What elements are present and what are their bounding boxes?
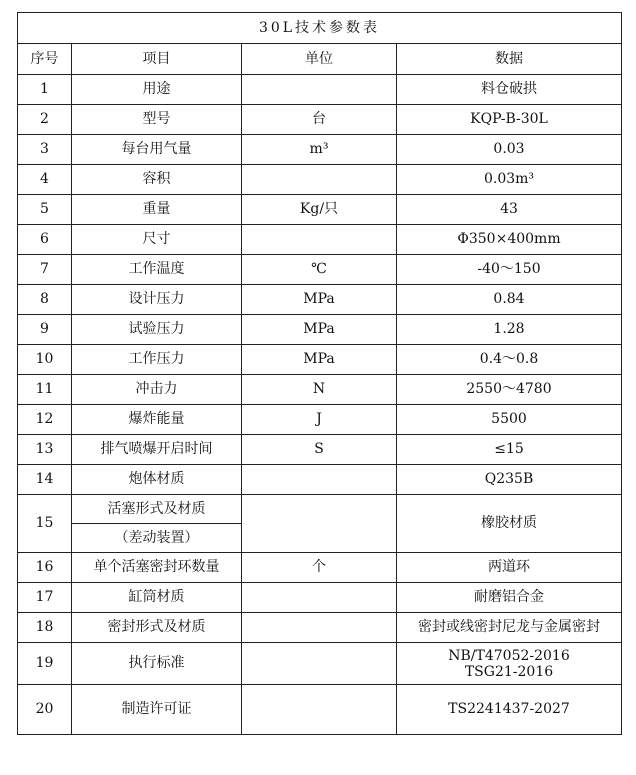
row-unit xyxy=(242,613,397,643)
row-no: 8 xyxy=(18,285,72,315)
row-unit xyxy=(242,165,397,195)
row-no: 19 xyxy=(18,643,72,685)
row-item: 型号 xyxy=(72,105,242,135)
row-unit xyxy=(242,643,397,685)
header-no: 序号 xyxy=(18,44,72,75)
row-value: 密封或线密封尼龙与金属密封 xyxy=(397,613,622,643)
row-item: 试验压力 xyxy=(72,315,242,345)
spec-sheet xyxy=(17,12,621,735)
row-value: 两道环 xyxy=(397,553,622,583)
row-unit xyxy=(242,583,397,613)
row-unit: 台 xyxy=(242,105,397,135)
row-unit: ℃ xyxy=(242,255,397,285)
table-row xyxy=(18,345,622,375)
row-item: 每台用气量 xyxy=(72,135,242,165)
row-value: 2550～4780 xyxy=(397,375,622,405)
row-no: 2 xyxy=(18,105,72,135)
row-item-sub: （差动装置） xyxy=(72,524,242,553)
row-value: 橡胶材质 xyxy=(397,495,622,553)
row-item: 排气喷爆开启时间 xyxy=(72,435,242,465)
row-unit: Kg/只 xyxy=(242,195,397,225)
row-unit: MPa xyxy=(242,285,397,315)
row-item: 爆炸能量 xyxy=(72,405,242,435)
row-value xyxy=(397,643,622,685)
row-item: 制造许可证 xyxy=(72,685,242,735)
row-no: 16 xyxy=(18,553,72,583)
row-unit xyxy=(242,75,397,105)
table-row xyxy=(18,165,622,195)
row-no: 9 xyxy=(18,315,72,345)
table-title: 30L技术参数表 xyxy=(18,13,622,44)
table-row xyxy=(18,613,622,643)
row-item: 冲击力 xyxy=(72,375,242,405)
row-unit: J xyxy=(242,405,397,435)
row-no: 13 xyxy=(18,435,72,465)
row-value: -40～150 xyxy=(397,255,622,285)
row-no: 14 xyxy=(18,465,72,495)
row-item: 炮体材质 xyxy=(72,465,242,495)
header-row xyxy=(18,44,622,75)
row-item: 单个活塞密封环数量 xyxy=(72,553,242,583)
row-no: 17 xyxy=(18,583,72,613)
row-item: 工作温度 xyxy=(72,255,242,285)
row-unit: m³ xyxy=(242,135,397,165)
header-value: 数据 xyxy=(397,44,622,75)
row-no: 15 xyxy=(18,495,72,553)
table-row xyxy=(18,195,622,225)
row-value: 耐磨铝合金 xyxy=(397,583,622,613)
table-row xyxy=(18,685,622,735)
title-row xyxy=(18,13,622,44)
table-row xyxy=(18,583,622,613)
row-value: ≤15 xyxy=(397,435,622,465)
row-item: 设计压力 xyxy=(72,285,242,315)
row-value: Q235B xyxy=(397,465,622,495)
table-row xyxy=(18,495,622,524)
row-value: 0.03m³ xyxy=(397,165,622,195)
standard-line-2: TSG21-2016 xyxy=(464,663,554,680)
row-value: Φ350×400mm xyxy=(397,225,622,255)
table-row xyxy=(18,643,622,685)
row-item: 执行标准 xyxy=(72,643,242,685)
row-unit: MPa xyxy=(242,315,397,345)
row-value: 料仓破拱 xyxy=(397,75,622,105)
row-value: 5500 xyxy=(397,405,622,435)
header-unit: 单位 xyxy=(242,44,397,75)
row-item: 工作压力 xyxy=(72,345,242,375)
row-unit: 个 xyxy=(242,553,397,583)
row-value: KQP-B-30L xyxy=(397,105,622,135)
row-item: 重量 xyxy=(72,195,242,225)
row-item: 尺寸 xyxy=(72,225,242,255)
table-row xyxy=(18,135,622,165)
row-item: 活塞形式及材质 xyxy=(72,495,242,524)
row-unit: MPa xyxy=(242,345,397,375)
row-no: 6 xyxy=(18,225,72,255)
table-row xyxy=(18,435,622,465)
row-unit xyxy=(242,495,397,553)
row-value: 0.03 xyxy=(397,135,622,165)
table-row xyxy=(18,375,622,405)
header-item: 项目 xyxy=(72,44,242,75)
row-no: 3 xyxy=(18,135,72,165)
table-row xyxy=(18,553,622,583)
table-row xyxy=(18,315,622,345)
row-no: 20 xyxy=(18,685,72,735)
standard-line-1: NB/T47052-2016 xyxy=(448,647,570,664)
row-unit xyxy=(242,465,397,495)
row-no: 1 xyxy=(18,75,72,105)
row-no: 7 xyxy=(18,255,72,285)
spec-table xyxy=(17,12,622,735)
row-value: 1.28 xyxy=(397,315,622,345)
row-item: 密封形式及材质 xyxy=(72,613,242,643)
row-no: 5 xyxy=(18,195,72,225)
table-row xyxy=(18,225,622,255)
row-value: 0.84 xyxy=(397,285,622,315)
row-item: 用途 xyxy=(72,75,242,105)
table-row xyxy=(18,105,622,135)
table-row xyxy=(18,465,622,495)
row-value: 43 xyxy=(397,195,622,225)
row-unit xyxy=(242,685,397,735)
row-unit xyxy=(242,225,397,255)
row-unit: S xyxy=(242,435,397,465)
row-value: 0.4～0.8 xyxy=(397,345,622,375)
row-item: 容积 xyxy=(72,165,242,195)
row-item: 缸筒材质 xyxy=(72,583,242,613)
row-no: 11 xyxy=(18,375,72,405)
row-no: 12 xyxy=(18,405,72,435)
row-value: TS2241437-2027 xyxy=(397,685,622,735)
table-row xyxy=(18,405,622,435)
row-no: 4 xyxy=(18,165,72,195)
row-unit: N xyxy=(242,375,397,405)
table-row xyxy=(18,75,622,105)
row-no: 10 xyxy=(18,345,72,375)
row-no: 18 xyxy=(18,613,72,643)
table-row xyxy=(18,285,622,315)
table-row xyxy=(18,255,622,285)
